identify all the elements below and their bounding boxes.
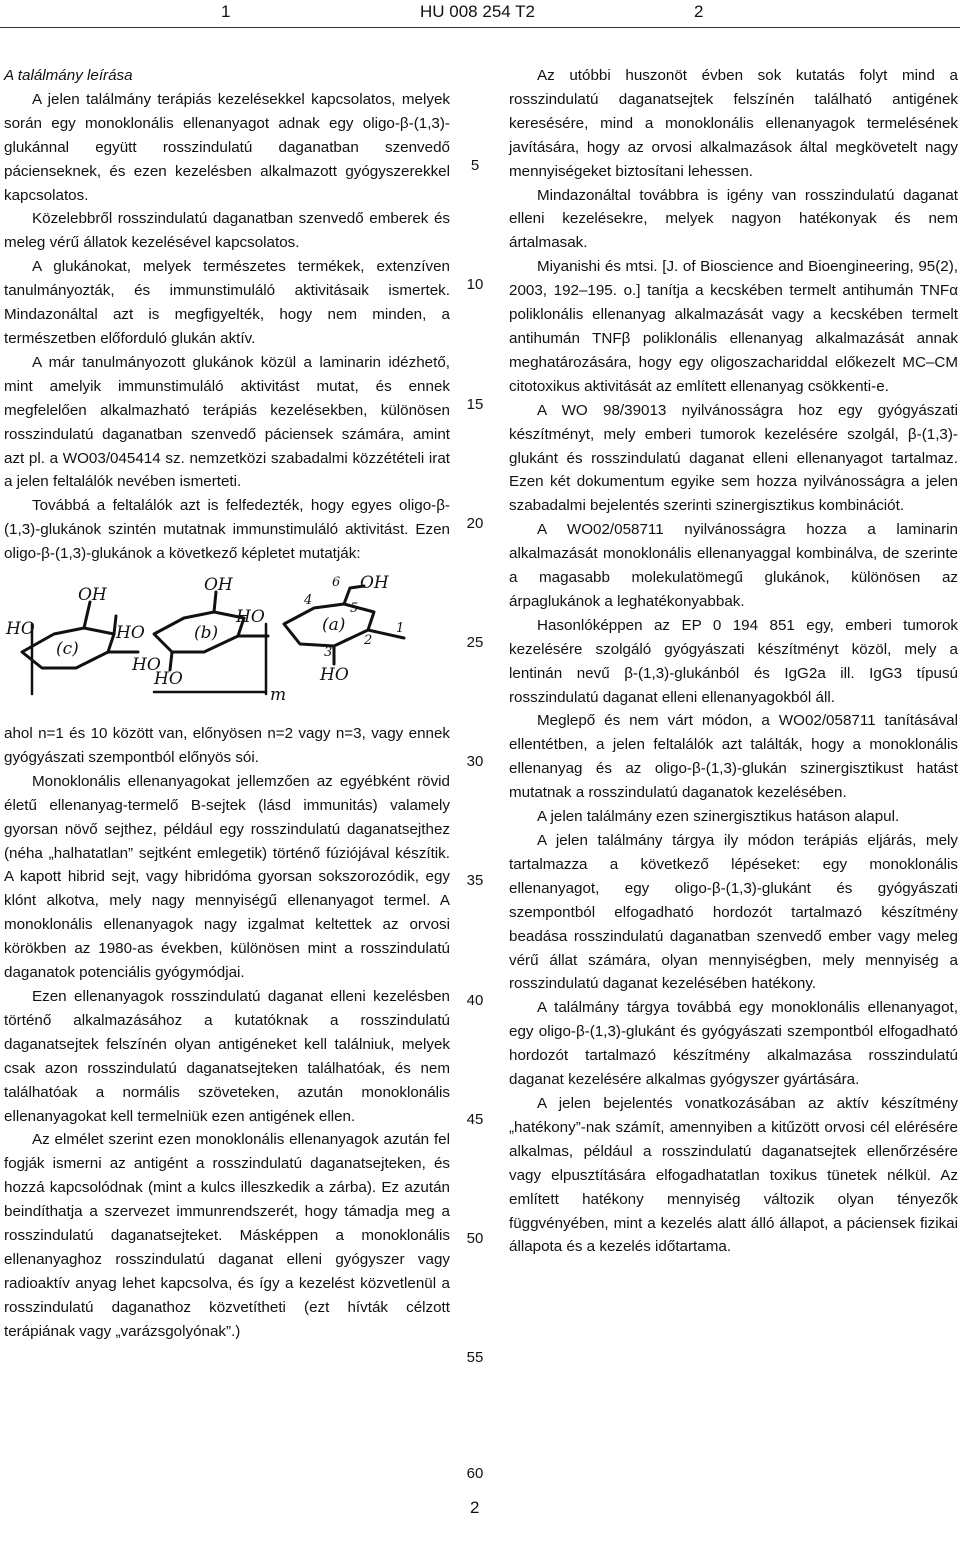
formula-label: OH	[360, 573, 389, 594]
paragraph: Meglepő és nem várt módon, a WO02/058711 tanításával ellentétben, a jelen feltalálók azt találták, hogy a monoklonális ellenanyag és az oligo-β-(1,3)-glukán szinergisztikust hatást mutatnak a rosszindulatú daganatok kezelésében.	[509, 712, 958, 802]
paragraph: Továbbá a feltalálók azt is felfedezték, hogy egyes oligo-β-(1,3)-glukánok szintén mutatnak immunstimuláló aktivitást. Ezen oligo-β-(1,3)-glukánok a következő képletet mutatják:	[4, 497, 450, 563]
formula-label: (c)	[56, 639, 79, 660]
formula-label: HO	[6, 619, 35, 640]
formula-label: m	[270, 685, 287, 706]
formula-label: (b)	[194, 623, 219, 644]
paragraph: A WO02/058711 nyilvánosságra hozza a laminarin alkalmazását monoklonális ellenanyaggal kombinálva, de szerinte a magasabb molekulatömegű glukánok, különösen az árpaglukánok a leghatékonyabbak.	[509, 521, 958, 610]
paragraph: Monoklonális ellenanyagokat jellemzően az egyébként rövid életű ellenanyag-termelő B-sejtek (lásd immunitás) valamely gyorsan növő sejthez, például egy rosszindulatú daganatsejthez (néha „halhatatlan” sejtként emlegetik) történő fúziójával készítik. A kapott hibrid sejt, vagy hibridóma gyorsan sokszorozódik, egy klónt alkotva, mely nagy mennyiségű ellenanyagot termel. A monoklonális ellenanyagok nagy izgalmat keltettek az orvosi körökben az 1980-as években, különösen mint a rosszindulatú daganatok potenciális gyógymódjai.	[4, 772, 450, 982]
paragraph: A jelen találmány terápiás kezelésekkel kapcsolatos, melyek során egy monoklonális ellenanyagot adnak egy oligo-β-(1,3)-glukánnal együtt rosszindulatú daganatban szenvedő pácienseknek, és ezen kezelésben alkalmazott gyógyszerekkel kapcsolatos.	[4, 90, 450, 204]
formula-label: (a)	[322, 615, 346, 636]
line-number: 55	[466, 1349, 484, 1366]
paragraph: A glukánokat, melyek természetes termékek, extenzíven tanulmányozták, és immunstimuláló aktivitásaik ismertek. Mindazonáltal azt is megfigyelték, hogy nem minden, a természetben előforduló glukán aktív.	[4, 258, 450, 347]
paragraph: Ezen ellenanyagok rosszindulatú daganat elleni kezelésben történő alkalmazásához a kutatóknak a rosszindulatú daganatsejtek felszínén olyan antigéneket kell találniuk, melyek csak azon rosszindulatú daganatsejteken találhatóak, és nem találhatóak a normális szöveteken, azután monoklonális ellenanyagokat kell termelniük ezen antigének ellen.	[4, 988, 450, 1125]
formula-label: HO	[236, 607, 265, 628]
line-number: 30	[466, 753, 484, 770]
left-column	[4, 64, 450, 1344]
paragraph: A találmány tárgya továbbá egy monoklonális ellenanyagot, egy oligo-β-(1,3)-glukánt és gyógyászati szempontból elfogadható hordozót tartalmazó készítmény alkalmazása rosszindulatú daganat kezelésére alkalmas gyógyszer gyártására.	[509, 999, 958, 1089]
page-header	[0, 0, 960, 26]
patent-number: HU 008 254 T2	[420, 2, 535, 21]
paragraph: Közelebbről rosszindulatú daganatban szenvedő emberek és meleg vérű állatok kezelésével kapcsolatos.	[4, 210, 450, 252]
line-number: 45	[466, 1111, 484, 1128]
formula-label: HO	[116, 623, 145, 644]
paragraph: Az utóbbi huszonöt évben sok kutatás folyt mind a rosszindulatú daganatsejtek felszínén található antigének keresésére, mind a monoklonális ellenanyagok termelésének javítására, hogy az orvosi alkalmazások által megkövetelt nagy mennyiségeket biztosítani lehessen.	[509, 67, 958, 180]
paragraph: ahol n=1 és 10 között van, előnyösen n=2 vagy n=3, vagy ennek gyógyászati szempontból előnyös sói.	[4, 725, 450, 766]
line-number: 5	[470, 157, 480, 174]
left-column-number: 1	[221, 2, 231, 21]
page-number: 2	[470, 1498, 480, 1517]
line-number: 10	[466, 276, 484, 293]
line-number: 15	[466, 396, 484, 413]
paragraph: Mindazonáltal továbbra is igény van rosszindulatú daganat elleni kezelésekre, melyek nagyon hatékonyak és nem ártalmasak.	[509, 186, 958, 252]
formula-label: 2	[364, 633, 373, 649]
line-number: 60	[466, 1465, 484, 1482]
line-number: 40	[466, 992, 484, 1009]
formula-label: 5	[350, 601, 359, 617]
formula-label: 6	[332, 575, 341, 591]
line-number: 20	[466, 515, 484, 532]
paragraph: Hasonlóképpen az EP 0 194 851 egy, emberi tumorok kezelésére szolgáló gyógyászati készítményt közöl, mely a lentinán nevű β-(1,3)-glukánból és IgG2a ill. IgG3 típusú rosszindulatú daganat elleni ellenanyagokból áll.	[509, 616, 958, 706]
paragraph: Az elmélet szerint ezen monoklonális ellenanyagok azután fel fogják ismerni az antigént a rosszindulatú daganatsejteken, és hozzá kapcsolódnak (mint a kulcs illeszkedik a zárba). Ez azután beindíthatja a szervezet immunrendszerét, hogy támadja meg a rosszindulatú daganatsejteket. Másképpen a monoklonális ellenanyaghoz rosszindulatú daganat elleni gyógyszer vagy radioaktív anyag lehet kapcsolva, és így a kezelést közvetlenül a rosszindulatú daganathoz közvetítheti (ezt hívták célzott terápiának vagy „varázsgolyónak”.)	[4, 1131, 450, 1340]
paragraph: A jelen bejelentés vonatkozásában az aktív készítmény „hatékony”-nak számít, amennyiben a kitűzött orvosi cél elérésére alkalmas, például a rosszindulatú daganatsejtek ellenőrzésére vagy elpusztítására elfogadhatatlan toxikus tünetek nélkül. Az említett hatékony mennyiség változik olyan tényezők függvényében, mint a kezelés alatt álló állapot, a páciensek fizikai állapota és a kezelés időtartama.	[509, 1094, 958, 1256]
paragraph: Miyanishi és mtsi. [J. of Bioscience and Bioengineering, 95(2), 2003, 192–195. o.] tanítja a kecskében termelt antihumán TNFα poliklonális ellenanyag alkalmazását vagy a kecskében termelt antihumán TNFβ poliklonális ellenanyag alkalmazását annak meghatározására, hogy egy oligoszachariddal előkezelt MC–CM citotoxikus aktivitását az említett ellenanyag csökkenti-e.	[509, 258, 958, 395]
paragraph: A WO 98/39013 nyilvánosságra hoz egy gyógyászati készítményt, mely emberi tumorok kezelésére szolgál, β-(1,3)-glukánt és rosszindulatú daganat elleni ellenanyagot tartalmaz. Ezen két dokumentum egyike sem hozza nyilvánosságra a jelen szabadalmi bejelentés szerinti szinergisztikus kombinációt.	[509, 401, 958, 515]
paragraph: A jelen találmány tárgya ily módon terápiás eljárás, mely tartalmazza a következő lépéseket: egy monoklonális ellenanyagot, egy oligo-β-(1,3)-glukánt és gyógyászati szempontból elfogadható hordozót tartalmazó készítmény beadása rosszindulatú daganatban szenvedő ember vagy meleg vérű állat számára, olyan mennyiségben, mely mennyiség a rosszindulatú daganat kezelésében hatékony.	[509, 832, 958, 993]
formula-label: 1	[396, 621, 405, 637]
line-number: 25	[466, 634, 484, 651]
paragraph: A jelen találmány ezen szinergisztikus hatáson alapul.	[537, 808, 900, 826]
header-rule	[0, 27, 960, 28]
line-number: 50	[466, 1230, 484, 1247]
glucan-structural-formula	[4, 572, 450, 714]
section-heading: A találmány leírása	[4, 67, 133, 84]
formula-label: OH	[78, 585, 107, 606]
formula-label: HO	[154, 669, 183, 690]
formula-label: HO	[320, 665, 349, 686]
formula-label: OH	[204, 575, 233, 596]
formula-label: HO	[132, 655, 161, 676]
right-column	[509, 64, 958, 1259]
formula-label: 4	[304, 593, 313, 609]
paragraph: A már tanulmányozott glukánok közül a laminarin idézhető, mint amelyik immunstimuláló aktivitást mutat, és ennek megfelelően alkalmazható terápiás kezelésekben, különösen rosszindulatú daganatban szenvedő páciensek számára, amint azt pl. a WO03/045414 sz. nemzetközi szabadalmi közzétételi irat a jelen feltalálók nevében ismerteti.	[4, 353, 450, 491]
line-number: 35	[466, 872, 484, 889]
formula-label: 3	[324, 645, 333, 661]
right-column-number: 2	[694, 2, 704, 21]
